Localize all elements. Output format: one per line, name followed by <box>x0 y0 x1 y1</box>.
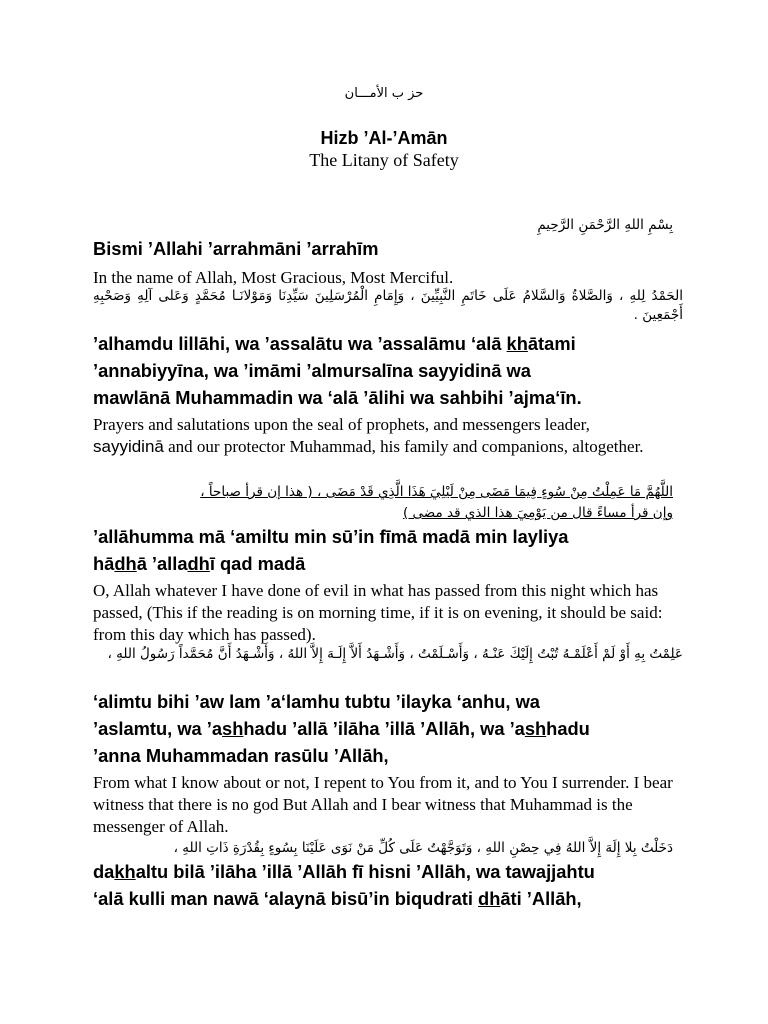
underlined-letters: sh <box>222 718 244 739</box>
alimtu-translation: From what I know about or not, I repent to You from it, and to You I surrender. I bear witness that there is no god But Allah and I bear witness that Muhammad is the messenger of Allah. <box>93 773 673 836</box>
allahumma-transliteration-line-1 <box>93 524 683 550</box>
hamd-transliteration-line-2 <box>93 358 683 384</box>
text-segment: ’aslamtu, wa ’a <box>93 718 223 739</box>
text-segment: altu bilā ’ilāha ’illā ’Allāh fī hisni ’Allāh, wa tawajjahtu <box>135 861 595 882</box>
text-segment: ‘alā kulli man nawā ‘alaynā bisū’in biqudrati <box>93 888 479 909</box>
allahumma-arabic-line-2: وإن قرأ مساءً قال من يَوْمِيَ هذا الذي قد مضى ) <box>402 505 673 521</box>
hamd-arabic: الحَمْدُ لِلهِ ، وَالصَّلاةُ وَالسَّلامُ عَلَى خَاتَمِ النَّبِيِّينَ ، وَإِمَامِ الْمُرْسَلِينَ سَيِّدِنَا وَمَوْلانَـا مُحَمَّدٍ وَعَلى آلِهِ وَصَحْبِهِ أَجْمَعِينَ . <box>93 288 683 323</box>
transliterated-title: Hizb ’Al-’Amān <box>320 128 448 148</box>
basmala-arabic: بِسْمِ اللهِ الرَّحْمَنِ الرَّحِيمِ <box>537 217 673 233</box>
text-segment: ātami <box>527 333 576 354</box>
hamd-transliteration-line-3 <box>93 385 683 411</box>
alimtu-arabic: عَلِمْتُ بِهِ أَوْ لَمْ أَعْلَمْـهُ تُبْتُ إِلَيْكَ عَنْـهُ ، وَأَسْـلَمْتُ ، وَأَشْـهَدُ أَلاَّ إِلَـهَ إِلاَّ اللهُ ، وَأَشْـهَدُ أَنَّ مُحَمَّداً رَسُولُ اللهِ ، <box>107 646 683 662</box>
hamd-transliteration-line-1 <box>93 331 683 357</box>
text-segment: āti ’Allāh, <box>500 888 582 909</box>
text-segment: ’allāhumma mā ‘amiltu min sū’in fīmā madā min layliya <box>93 526 569 547</box>
text-segment: mawlānā Muhammadin wa ‘alā ’ālihi wa sahbihi ’ajma‘īn. <box>93 387 582 408</box>
allahumma-translation: O, Allah whatever I have done of evil in what has passed from this night which has passed, (This if the reading is on morning time, if it is on evening, it should be said: from this day which has passed). <box>93 581 663 644</box>
alimtu-transliteration-line-3 <box>93 743 683 769</box>
underlined-letters: dh <box>114 553 137 574</box>
underlined-letters: dh <box>478 888 501 909</box>
text-segment: da <box>93 861 115 882</box>
underlined-letters: sh <box>524 718 547 739</box>
basmala-transliteration: Bismi ’Allahi ’arrahmāni ’arrahīm <box>93 238 379 259</box>
text-segment: ’anna Muhammadan rasūlu ’Allāh, <box>93 745 389 766</box>
basmala-translation: In the name of Allah, Most Gracious, Most Merciful. <box>93 268 454 287</box>
dakhaltu-transliteration-line-1 <box>93 859 683 885</box>
text-segment: hā <box>93 553 115 574</box>
text-segment: Prayers and salutations upon the seal of prophets, and messengers leader, <box>93 415 590 434</box>
text-segment: hadu <box>546 718 590 739</box>
text-segment: ‘alimtu bihi ’aw lam ’a‘lamhu tubtu ’ilayka ‘anhu, wa <box>93 691 540 712</box>
dakhaltu-transliteration-line-2 <box>93 886 683 912</box>
underlined-letters: kh <box>114 861 136 882</box>
highlighted-word: sayyidinā <box>93 437 164 456</box>
hamd-translation <box>93 414 653 458</box>
alimtu-transliteration-line-1 <box>93 689 683 715</box>
text-segment: ’alhamdu lillāhi, wa ’assalātu wa ’assalāmu ‘alā <box>93 333 507 354</box>
text-segment: ī qad madā <box>209 553 306 574</box>
arabic-title: ﺣﺰ ﺏ ﺍﻷﻣـــﺎﻥ <box>344 86 424 101</box>
allahumma-arabic-line-1: اللَّهُمَّ مَا عَمِلْتُ مِنْ سُوءٍ فِيمَا مَضَى مِنْ لَيْلِيَ هَذَا الَّذِي قَدْ مَضَى ، ( هذا إن قرأ صباحاً ، <box>200 484 673 500</box>
underlined-letters: kh <box>506 333 528 354</box>
alimtu-transliteration-line-2 <box>93 716 683 742</box>
dakhaltu-arabic: دَخَلْتُ بِلا إِلَهَ إِلاَّ اللهُ فِي حِصْنِ اللهِ ، وَتَوَجَّهْتُ عَلَى كُلِّ مَنْ نَوَى عَلَيْنَا بِسُوءٍ بِقُدْرَةِ ذَاتِ اللهِ ، <box>173 840 673 856</box>
text-segment: ’annabiyyīna, wa ’imāmi ’almursalīna sayyidinā wa <box>93 360 531 381</box>
underlined-letters: dh <box>187 553 210 574</box>
text-segment: and our protector Muhammad, his family and companions, altogether. <box>163 437 644 456</box>
allahumma-transliteration-line-2 <box>93 551 683 577</box>
text-segment: hadu ’allā ’ilāha ’illā ’Allāh, wa ’a <box>243 718 525 739</box>
text-segment: ā ’alla <box>136 553 188 574</box>
english-title: The Litany of Safety <box>309 150 459 170</box>
